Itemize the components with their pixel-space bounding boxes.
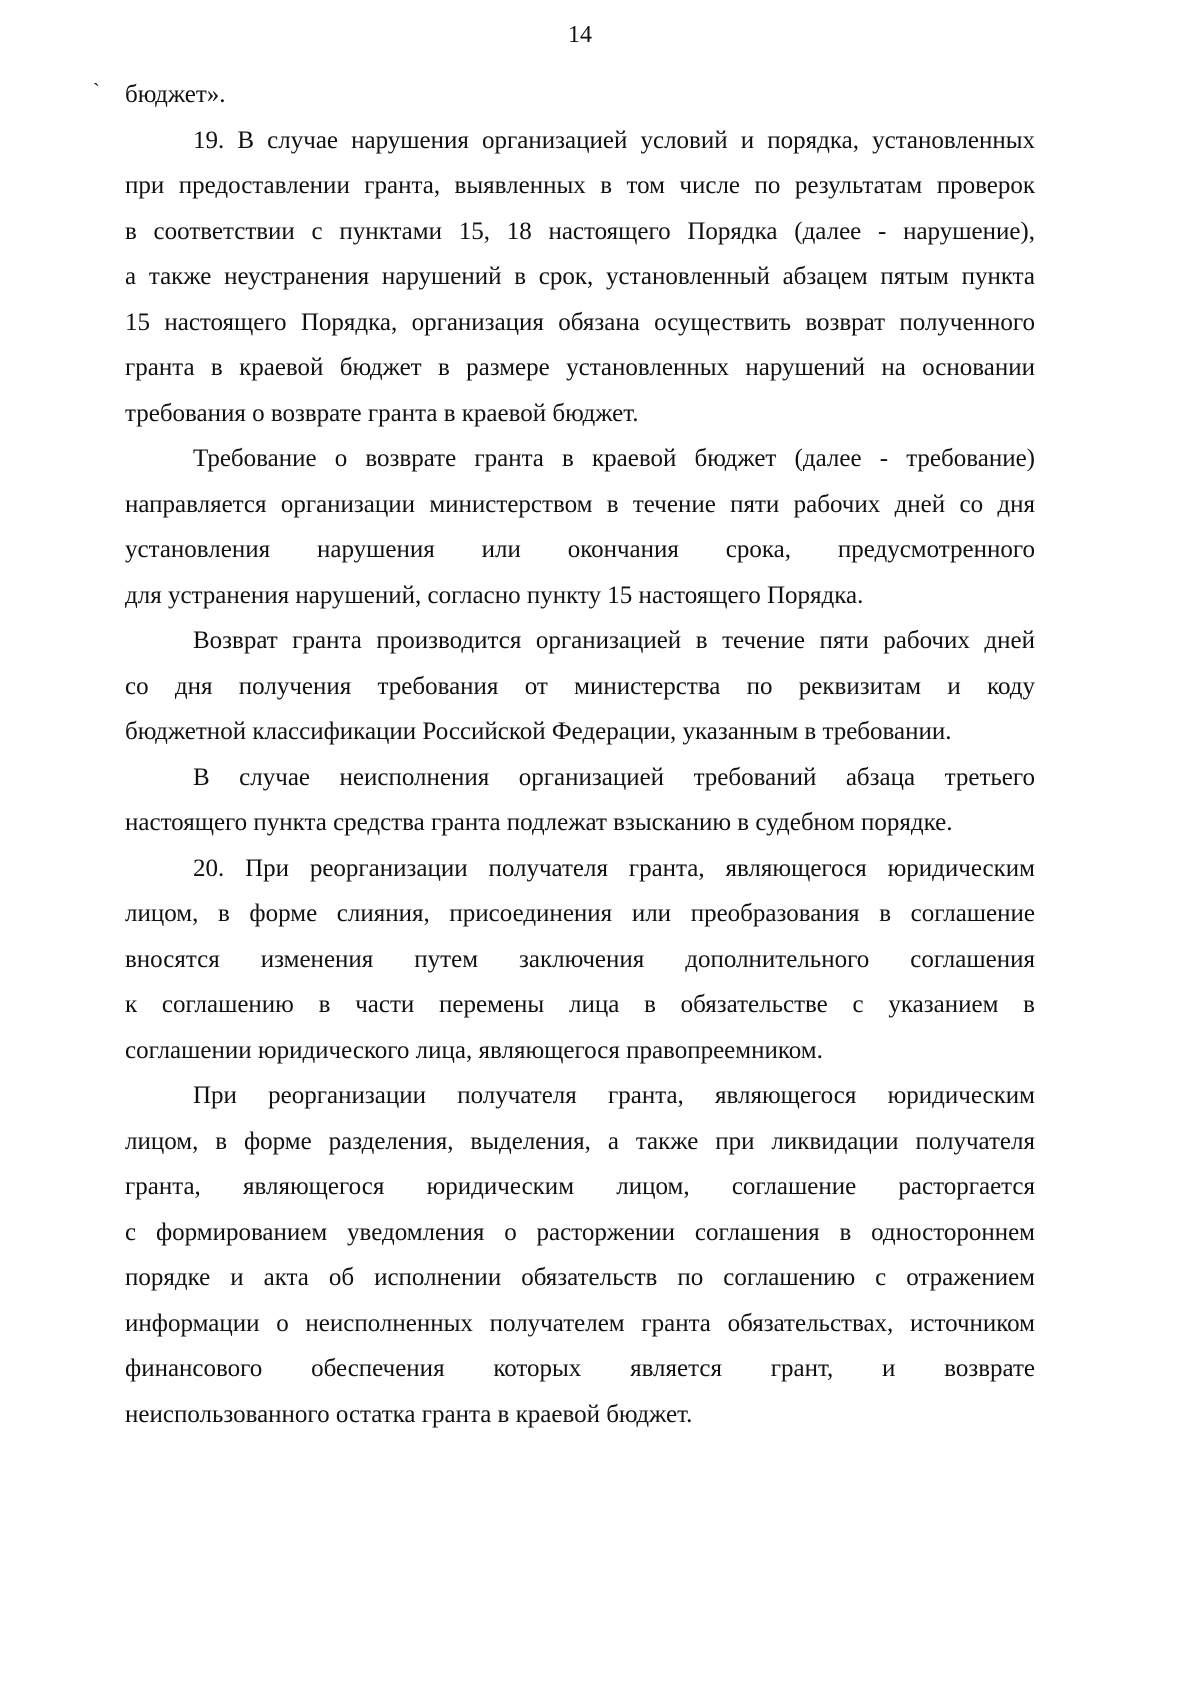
- text-line: неиспользованного остатка гранта в краевой бюджет.: [125, 1400, 693, 1428]
- text-line: 15 настоящего Порядка, организация обязана осуществить возврат полученного: [125, 308, 1035, 336]
- text-line: гранта, являющегося юридическим лицом, соглашение расторгается: [125, 1173, 1035, 1200]
- text-line: в соответствии с пунктами 15, 18 настоящего Порядка (далее - нарушение),: [125, 217, 1035, 245]
- paragraph: [125, 1073, 1035, 1437]
- paragraph: [125, 846, 1035, 1074]
- text-line: при предоставлении гранта, выявленных в том числе по результатам проверок: [125, 172, 1035, 199]
- paragraph: [125, 618, 1035, 755]
- paragraph: [125, 755, 1035, 846]
- text-line: бюджет».: [125, 81, 226, 108]
- text-line: лицом, в форме разделения, выделения, а также при ликвидации получателя: [125, 1127, 1035, 1155]
- text-line: для устранения нарушений, согласно пункту 15 настоящего Порядка.: [125, 581, 864, 609]
- paragraph: [125, 436, 1035, 618]
- text-line: вносятся изменения путем заключения дополнительного соглашения: [125, 945, 1035, 973]
- document-body: [125, 72, 1035, 1437]
- text-line: лицом, в форме слияния, присоединения или преобразования в соглашение: [125, 900, 1035, 927]
- text-line: При реорганизации получателя гранта, являющегося юридическим: [193, 1082, 1035, 1109]
- page-number: 14: [568, 22, 592, 48]
- text-line: информации о неисполненных получателем гранта обязательствах, источником: [125, 1309, 1035, 1337]
- text-line: 20. При реорганизации получателя гранта, являющегося юридическим: [193, 854, 1035, 882]
- text-line: установления нарушения или окончания срока, предусмотренного: [125, 536, 1035, 563]
- text-line: а также неустранения нарушений в срок, установленный абзацем пятым пункта: [125, 263, 1035, 290]
- paragraph: [125, 72, 1035, 118]
- text-line: гранта в краевой бюджет в размере установленных нарушений на основании: [125, 354, 1035, 381]
- text-line: В случае неисполнения организацией требований абзаца третьего: [193, 763, 1035, 791]
- text-line: порядке и акта об исполнении обязательств по соглашению с отражением: [125, 1264, 1035, 1291]
- text-line: требования о возврате гранта в краевой бюджет.: [125, 399, 639, 427]
- text-line: финансового обеспечения которых является грант, и возврате: [125, 1355, 1035, 1382]
- text-line: 19. В случае нарушения организацией условий и порядка, установленных: [193, 126, 1035, 154]
- text-line: к соглашению в части перемены лица в обязательстве с указанием в: [125, 991, 1035, 1018]
- text-line: с формированием уведомления о расторжении соглашения в одностороннем: [125, 1218, 1035, 1246]
- margin-mark: `: [93, 80, 100, 102]
- text-line: бюджетной классификации Российской Федерации, указанным в требовании.: [125, 718, 952, 745]
- text-line: Возврат гранта производится организацией в течение пяти рабочих дней: [193, 627, 1035, 654]
- text-line: настоящего пункта средства гранта подлежат взысканию в судебном порядке.: [125, 809, 953, 836]
- text-line: направляется организации министерством в течение пяти рабочих дней со дня: [125, 490, 1035, 518]
- text-line: Требование о возврате гранта в краевой бюджет (далее - требование): [193, 445, 1035, 472]
- text-line: соглашении юридического лица, являющегося правопреемником.: [125, 1036, 823, 1064]
- text-line: со дня получения требования от министерства по реквизитам и коду: [125, 672, 1035, 700]
- paragraph: [125, 118, 1035, 437]
